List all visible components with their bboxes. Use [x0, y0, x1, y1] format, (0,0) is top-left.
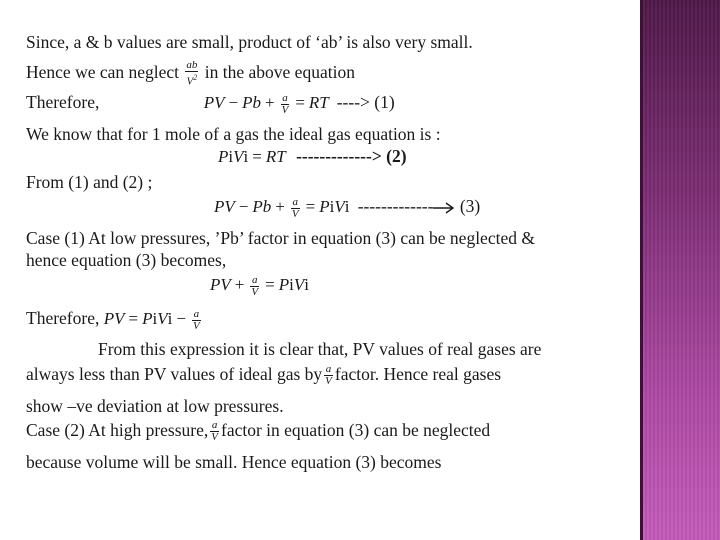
- eq1-term-pv: PV: [203, 93, 225, 112]
- eq2-i1: i: [228, 147, 234, 166]
- eq3-fraction: [291, 197, 300, 220]
- text-line-3: [26, 92, 395, 116]
- equation-4: PV + $\frac{a}{V}$ = PiVi: [210, 273, 309, 298]
- line11-pre: Therefore,: [26, 308, 100, 328]
- eq1-rhs: RT: [308, 93, 329, 112]
- fraction-ab-v2: [185, 60, 198, 88]
- equation-1-tag: ----> (1): [336, 92, 395, 112]
- eq1-term-pb: Pb: [242, 93, 261, 112]
- equation-1: PV − Pb + $\frac{a}{V}$ = RT: [203, 91, 329, 116]
- decorative-side-band: [640, 0, 720, 540]
- text-line-16: because volume will be small. Hence equation (3) becomes: [26, 452, 442, 472]
- eq3-v: V: [334, 197, 345, 216]
- eq1-den: V: [281, 103, 289, 116]
- equation-3-tag: (3): [459, 196, 481, 216]
- eq3-num: a: [292, 195, 298, 208]
- line13-pre: always less than PV values of ideal gas by: [26, 364, 323, 384]
- text-line-9: hence equation (3) becomes,: [26, 250, 227, 270]
- eq3-p: P: [319, 197, 330, 216]
- text-line-11: [26, 308, 203, 332]
- eq4-num: a: [251, 273, 258, 286]
- eq5-i2: i: [167, 309, 173, 328]
- eq4-den: V: [251, 285, 259, 298]
- equation-2: PiVi = RT -------------> (2): [218, 146, 407, 166]
- eq1-fraction: [281, 93, 290, 116]
- right-arrow-icon: [433, 202, 455, 214]
- line13-fraction: [324, 364, 333, 387]
- eq2-p: P: [218, 147, 229, 166]
- line15-num: a: [211, 419, 218, 432]
- eq4-p: P: [278, 275, 290, 294]
- text-line-6: From (1) and (2) ;: [26, 172, 153, 192]
- line2-pre: Hence we can neglect: [26, 61, 180, 82]
- eq5-p: P: [142, 309, 153, 328]
- frac-den-exp: 2: [193, 73, 198, 82]
- eq2-i2: i: [243, 147, 249, 166]
- text-line-4: We know that for 1 mole of a gas the ideal gas equation is :: [26, 124, 441, 144]
- eq5-fraction: [192, 309, 201, 332]
- eq5-lhs: PV: [103, 309, 125, 328]
- equation-3-dashes: -------------: [357, 196, 434, 216]
- eq5-v: V: [157, 309, 168, 328]
- eq2-v: V: [233, 147, 244, 166]
- eq3-term-pb: Pb: [252, 197, 272, 216]
- eq3-den: V: [291, 207, 299, 220]
- line13-num: a: [325, 363, 332, 376]
- eq5-den: V: [192, 319, 200, 332]
- text-line-15: [26, 420, 490, 443]
- eq4-fraction: [250, 275, 259, 298]
- line15-fraction: [210, 420, 219, 443]
- equation-5: PV = PiVi − $\frac{a}{V}$: [103, 307, 200, 332]
- line15-den: V: [211, 431, 218, 444]
- equation-3: PV − Pb + $\frac{a}{V}$ = PiVi ------------- (3): [214, 195, 481, 220]
- line15-post: factor in equation (3) can be neglected: [221, 420, 491, 440]
- frac-denominator: [185, 72, 198, 88]
- line15-pre: Case (2) At high pressure,: [26, 420, 209, 440]
- eq4-i1: i: [289, 275, 294, 294]
- eq3-term-pv: PV: [214, 197, 235, 216]
- eq1-num: a: [282, 91, 288, 104]
- text-line-12: From this expression it is clear that, PV values of real gases are: [98, 339, 542, 359]
- eq3-i2: i: [344, 197, 350, 216]
- text-line-14: show –ve deviation at low pressures.: [26, 396, 284, 416]
- eq5-i1: i: [152, 309, 158, 328]
- line2-post: in the above equation: [204, 61, 355, 82]
- eq2-rhs: RT: [265, 147, 286, 166]
- line13-post: factor. Hence real gases: [334, 364, 502, 384]
- text-line-1: Since, a & b values are small, product of ‘ab’ is also very small.: [26, 32, 473, 52]
- eq5-num: a: [193, 307, 200, 320]
- text-line-13: [26, 364, 501, 387]
- text-line-2: [26, 60, 355, 88]
- frac-den-base: V: [186, 75, 194, 88]
- equation-2-tag: -------------> (2): [296, 146, 407, 166]
- eq4-i2: i: [304, 275, 309, 294]
- eq4-v: V: [293, 275, 305, 294]
- eq3-i1: i: [329, 197, 335, 216]
- line3-pre: Therefore,: [26, 92, 100, 112]
- frac-numerator: ab: [186, 59, 198, 71]
- eq4-pv: PV: [210, 275, 231, 294]
- text-line-8: Case (1) At low pressures, ’Pb’ factor in equation (3) can be neglected &: [26, 228, 535, 248]
- line13-den: V: [325, 375, 332, 388]
